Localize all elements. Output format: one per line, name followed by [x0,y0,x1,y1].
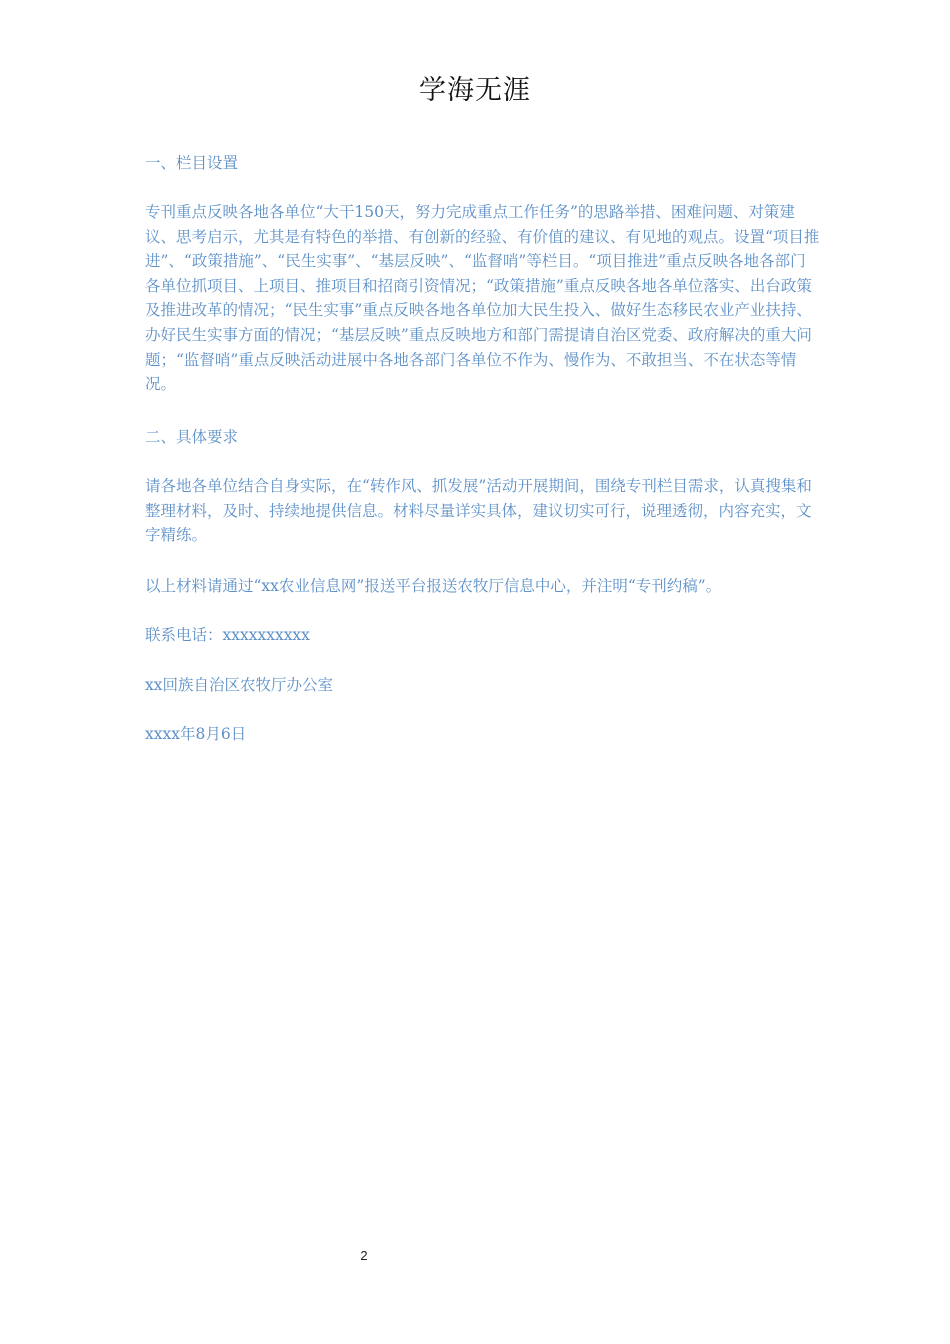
document-title: 学海无涯 [419,75,531,106]
contact-phone: 联系电话：xxxxxxxxxx [145,626,310,644]
issuer-office: xx回族自治区农牧厅办公室 [145,676,333,694]
section2-heading: 二、具体要求 [145,428,239,446]
page-number: 2 [360,1248,368,1263]
section1-heading: 一、栏目设置 [145,154,239,172]
submission-note: 以上材料请通过“xx农业信息网”报送平台报送农牧厅信息中心，并注明“专刊约稿”。 [145,577,722,595]
issue-date: xxxx年8月6日 [145,725,247,743]
section1-body: 专刊重点反映各地各单位“大干150天，努力完成重点工作任务”的思路举措、困难问题、对策建议、思考启示，尤其是有特色的举措、有创新的经验、有价值的建议、有见地的观点。设置“项目推进”、“政策措施”、“民生实事”、“基层反映”、“监督哨”等栏目。“项目推进”重点反映各地各部门各单位抓项目、上项目、推项目和招商引资情况；“政策措施”重点反映各地各单位落实、出台政策及推进改革的情况；“民生实事”重点反映各地各单位加大民生投入、做好生态移民农业产业扶持、办好民生实事方面的情况；“基层反映”重点反映地方和部门需提请自治区党委、政府解决的重大问题；“监督哨”重点反映活动进展中各地各部门各单位不作为、慢作为、不敢担当、不在状态等情况。 [145,203,820,394]
section2-body: 请各地各单位结合自身实际，在“转作风、抓发展”活动开展期间，围绕专刊栏目需求，认真搜集和整理材料，及时、持续地提供信息。材料尽量详实具体，建议切实可行，说理透彻，内容充实，文字精练。 [145,477,812,545]
